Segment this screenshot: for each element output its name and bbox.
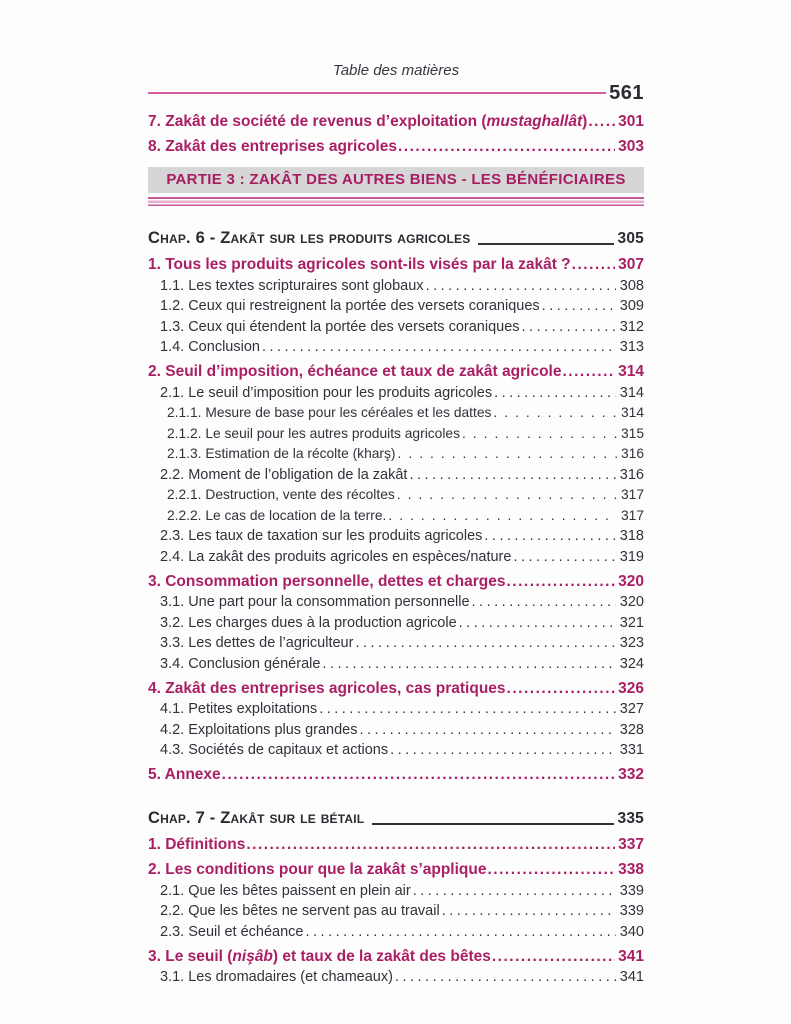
dot-leader [507,679,616,700]
header-rule-row [148,82,644,104]
entry-label [148,112,587,133]
entry-page-number: 339 [619,882,644,899]
entry-text: 1.4. Conclusion [160,339,260,355]
entry-text: 3.2. Les charges dues à la production agricole [160,614,457,631]
entry-page-number: 324 [619,655,644,672]
dot-leader [492,947,615,968]
dot-leader [306,922,616,943]
entry-text: 2.4. La zakât des produits agricoles en espèces/nature [160,548,512,565]
entry-text: 2.2.1. Destruction, vente des récoltes [167,487,395,502]
entry-label [160,383,492,404]
entry-label [160,613,457,634]
entry-text: 2.1.1. Mesure de base pour les céréales et les dattes [167,405,492,420]
toc-entry [148,881,644,902]
chapter-page-number: 305 [617,229,644,247]
toc-entry [148,362,644,383]
dot-leader [562,362,615,383]
entry-text: 2.2. Moment de l’obligation de la zakât [160,466,408,483]
toc-entry [148,765,644,786]
entry-text: 3.1. Les dromadaires (et chameaux) [160,969,393,985]
dot-leader [462,424,617,445]
entry-label [148,255,571,276]
dot-leader [262,337,616,358]
entry-page-number: 332 [618,766,644,783]
dot-leader [426,276,616,297]
entry-text: 3.4. Conclusion générale [160,655,321,672]
entry-text: 2.1. Que les bêtes paissent en plein air [160,882,411,899]
dot-leader [522,317,616,338]
toc-list [148,112,644,988]
entry-page-number: 327 [619,701,644,717]
toc-entry [148,465,644,486]
entry-text: 1.1. Les textes scripturaires sont globaux [160,277,424,294]
part-banner-double-rule [148,197,644,206]
entry-text: 4.3. Sociétés de capitaux et actions [160,742,389,758]
toc-entry [148,967,644,988]
toc-entry [148,485,644,506]
entry-label [160,720,358,741]
header-rule-line [148,92,606,94]
entry-label [160,699,317,720]
toc-entry [148,633,644,654]
dot-leader [319,699,616,720]
chapter-title: Chap. 6 - Zakât sur les produits agricoles [148,228,471,247]
entry-page-number: 331 [619,742,644,758]
dot-leader [409,465,615,486]
entry-page-number: 326 [618,679,644,697]
dot-leader [572,255,615,276]
entry-label [148,947,491,968]
chapter-leader-line [372,823,613,825]
toc-entry [148,572,644,593]
entry-text: ) [582,113,588,130]
toc-entry [148,337,644,358]
entry-label [148,362,561,383]
chapter-heading-row [148,806,644,831]
entry-page-number: 314 [618,363,644,380]
entry-page-number: 301 [618,113,644,130]
toc-entry [148,901,644,922]
entry-page-number: 307 [618,256,644,273]
entry-label [160,276,424,297]
toc-entry [148,112,644,133]
entry-text: 3. Le seuil ( [148,947,233,965]
entry-page-number: 313 [619,339,644,355]
entry-text: 3.3. Les dettes de l’agriculteur [160,635,354,651]
entry-label [148,765,221,786]
dot-leader [360,720,616,741]
entry-label [148,572,505,593]
toc-entry [148,922,644,943]
dot-leader [355,633,615,654]
dot-leader [322,654,615,675]
entry-text: 3. Consommation personnelle, dettes et charges [148,572,506,590]
entry-text: 4.1. Petites exploitations [160,701,318,717]
entry-label [160,296,540,317]
dot-leader [398,137,615,158]
entry-text-italic: mustaghallât [486,113,583,130]
dot-leader [484,526,615,547]
toc-entry [148,947,644,968]
entry-page-number: 320 [619,594,644,610]
toc-entry [148,720,644,741]
entry-label [160,592,470,613]
toc-entry [148,276,644,297]
entry-text: 2.1.2. Le seuil pour les autres produits agricoles [167,425,460,441]
dot-leader [442,901,616,922]
entry-label [167,444,396,465]
toc-entry [148,740,644,761]
dot-leader [390,740,616,761]
entry-label [160,633,353,654]
toc-entry [148,317,644,338]
entry-page-number: 337 [618,836,644,853]
entry-page-number: 323 [619,635,644,651]
entry-page-number: 341 [619,969,644,985]
entry-label [167,506,386,527]
entry-label [167,485,395,506]
entry-page-number: 319 [619,548,644,565]
entry-text: 8. Zakât des entreprises agricoles [148,138,397,155]
entry-page-number: 339 [619,903,644,919]
entry-text: 5. Annexe [148,766,221,783]
dot-leader [494,383,616,404]
entry-text: 3.1. Une part pour la consommation personnelle [160,594,470,610]
toc-entry [148,654,644,675]
page-number: 561 [609,81,644,104]
dot-leader [398,444,617,465]
chapter-page-number: 335 [617,809,644,827]
dot-leader [413,881,616,902]
entry-label [167,424,460,445]
running-header-title: Table des matières [332,62,460,79]
toc-entry [148,137,644,158]
entry-text: 1.3. Ceux qui étendent la portée des versets coraniques [160,318,520,335]
entry-page-number: 308 [619,277,644,294]
entry-text: 2.3. Les taux de taxation sur les produits agricoles [160,528,483,544]
toc-entry [148,383,644,404]
entry-label [160,337,260,358]
entry-page-number: 318 [619,528,644,544]
entry-text: 7. Zakât de société de revenus d’exploitation ( [148,113,487,130]
entry-label [160,922,304,943]
entry-text: 2.1. Le seuil d’imposition pour les produits agricoles [160,384,493,401]
entry-text: 1. Définitions [148,836,246,853]
entry-page-number: 309 [619,298,644,314]
entry-label [160,967,393,988]
toc-entry [148,403,644,424]
entry-text: 2.2.2. Le cas de location de la terre. [167,507,387,523]
dot-leader [246,835,615,856]
entry-text: 2.3. Seuil et échéance [160,923,304,940]
entry-page-number: 315 [620,425,644,441]
entry-label [148,835,245,856]
entry-label [160,547,511,568]
entry-text: ) et taux de la zakât des bêtes [272,947,491,965]
entry-label [160,317,520,338]
chapter-leader-line [478,243,613,245]
entry-label [148,137,397,158]
entry-page-number: 314 [620,405,644,420]
entry-label [148,860,486,881]
toc-entry [148,424,644,445]
entry-text: 2. Les conditions pour que la zakât s’applique [148,861,487,878]
entry-text: 1. Tous les produits agricoles sont-ils visés par la zakât ? [148,256,571,273]
toc-entry [148,613,644,634]
toc-entry [148,547,644,568]
toc-entry [148,255,644,276]
dot-leader [493,403,617,424]
entry-page-number: 312 [619,318,644,335]
dot-leader [588,112,615,133]
toc-entry [148,592,644,613]
toc-entry [148,506,644,527]
page-header [148,62,644,104]
entry-label [160,465,407,486]
entry-label [160,654,320,675]
entry-page-number: 314 [619,384,644,401]
entry-text-italic: nişâb [232,947,273,965]
entry-page-number: 317 [620,507,644,523]
dot-leader [222,765,615,786]
toc-entry [148,679,644,700]
entry-page-number: 316 [620,446,644,461]
entry-label [160,526,482,547]
entry-page-number: 340 [619,923,644,940]
dot-leader [388,506,617,527]
dot-leader [513,547,615,568]
chapter-title: Chap. 7 - Zakât sur le bétail [148,808,365,827]
dot-leader [487,860,615,881]
entry-label [148,679,506,700]
toc-entry [148,860,644,881]
entry-page-number: 317 [620,487,644,502]
dot-leader [395,967,616,988]
entry-label [160,740,388,761]
entry-text: 2. Seuil d’imposition, échéance et taux de zakât agricole [148,363,562,380]
entry-page-number: 316 [619,466,644,483]
entry-text: 4.2. Exploitations plus grandes [160,721,358,738]
entry-text: 4. Zakât des entreprises agricoles, cas pratiques [148,679,506,697]
toc-entry [148,444,644,465]
toc-entry [148,296,644,317]
entry-text: 2.1.3. Estimation de la récolte (kharş) [167,446,396,461]
dot-leader [459,613,616,634]
dot-leader [542,296,616,317]
entry-label [167,403,491,424]
entry-page-number: 338 [618,861,644,878]
entry-page-number: 320 [618,572,644,590]
toc-entry [148,699,644,720]
toc-entry [148,526,644,547]
entry-page-number: 303 [618,138,644,155]
dot-leader [472,592,616,613]
entry-label [160,881,411,902]
entry-page-number: 341 [618,947,644,965]
part-banner: PARTIE 3 : ZAKÂT DES AUTRES BIENS - LES BÉNÉFICIAIRES [148,167,644,193]
entry-text: 2.2. Que les bêtes ne servent pas au travail [160,903,440,919]
entry-page-number: 328 [619,721,644,738]
entry-page-number: 321 [619,614,644,631]
entry-text: 1.2. Ceux qui restreignent la portée des versets coraniques [160,298,540,314]
chapter-heading-row [148,226,644,251]
dot-leader [397,485,617,506]
toc-entry [148,835,644,856]
dot-leader [506,572,615,593]
entry-label [160,901,440,922]
